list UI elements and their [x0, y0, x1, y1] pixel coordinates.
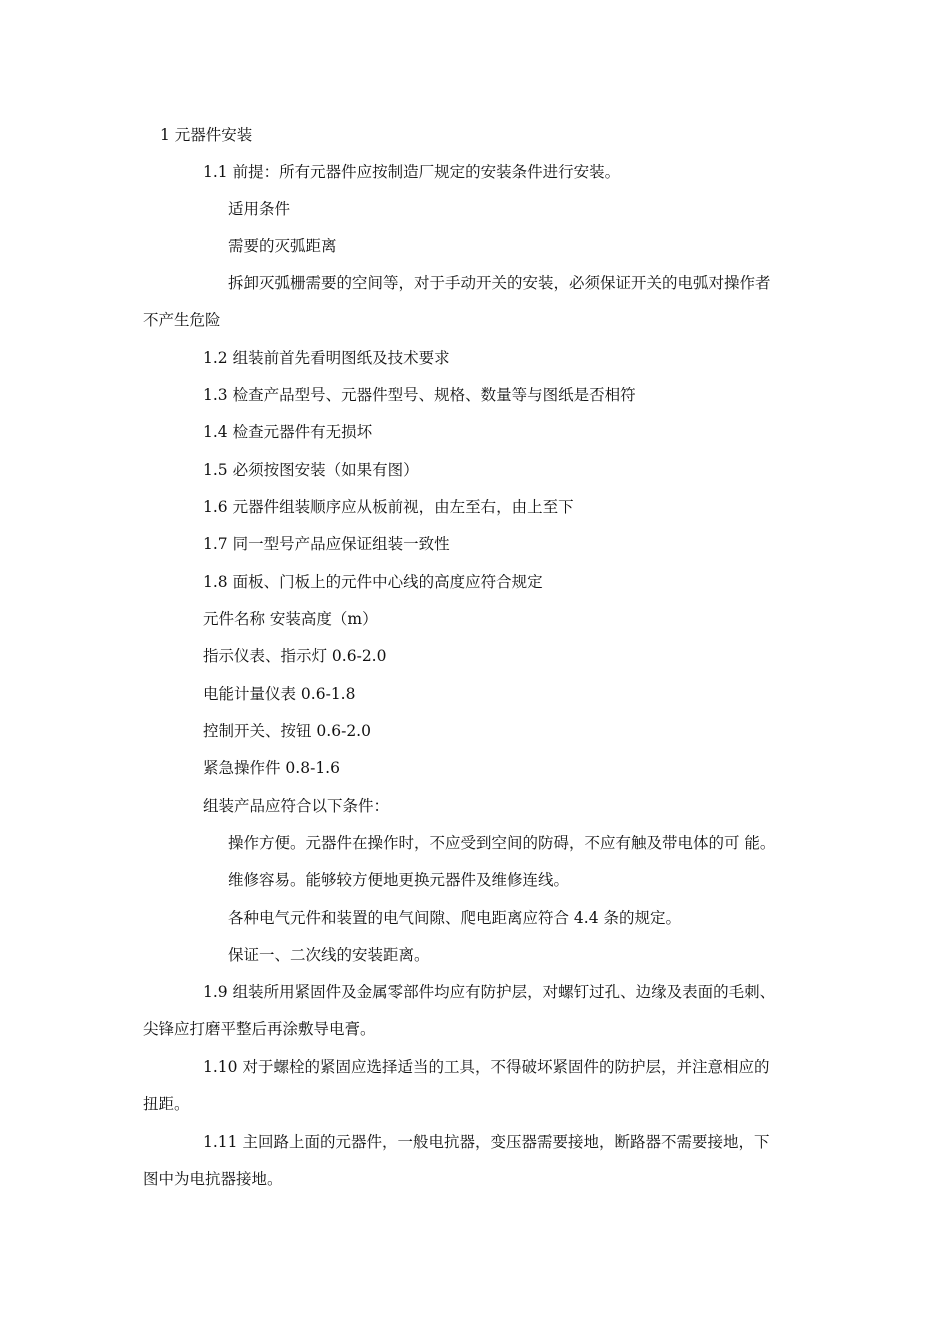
requirement-item: 操作方便。元器件在操作时，不应受到空间的防碍，不应有触及带电体的可 能。	[228, 834, 776, 852]
paragraph-1-11-line1: 1.11 主回路上面的元器件，一般电抗器，变压器需要接地，断路器不需要接地，下	[203, 1133, 770, 1151]
height-table-row: 紧急操作件 0.8-1.6	[203, 759, 340, 777]
height-table-row: 指示仪表、指示灯 0.6-2.0	[203, 647, 387, 665]
paragraph-1-9-line1: 1.9 组装所用紧固件及金属零部件均应有防护层，对螺钉过孔、边缘及表面的毛刺、	[203, 983, 776, 1001]
requirement-item: 保证一、二次线的安装距离。	[228, 946, 430, 964]
height-table-header: 元件名称 安装高度（m）	[203, 610, 378, 628]
condition-arc-distance: 需要的灭弧距离	[228, 237, 337, 255]
paragraph-1-10-line2: 扭距。	[143, 1095, 190, 1113]
section-heading: 1 元器件安装	[160, 126, 253, 144]
paragraph-1-7: 1.7 同一型号产品应保证组装一致性	[203, 535, 450, 553]
paragraph-1-2: 1.2 组装前首先看明图纸及技术要求	[203, 349, 450, 367]
paragraph-1-3: 1.3 检查产品型号、元器件型号、规格、数量等与图纸是否相符	[203, 386, 636, 404]
height-table-row: 电能计量仪表 0.6-1.8	[203, 685, 356, 703]
paragraph-1-9-line2: 尖锋应打磨平整后再涂敷导电膏。	[143, 1020, 376, 1038]
paragraph-1-8: 1.8 面板、门板上的元件中心线的高度应符合规定	[203, 573, 543, 591]
paragraph-1-11-line2: 图中为电抗器接地。	[143, 1170, 283, 1188]
condition-applicable: 适用条件	[228, 200, 291, 218]
paragraph-1-4: 1.4 检查元器件有无损坏	[203, 423, 373, 441]
paragraph-1-1: 1.1 前提：所有元器件应按制造厂规定的安装条件进行安装。	[203, 163, 621, 181]
paragraph-1-6: 1.6 元器件组装顺序应从板前视，由左至右，由上至下	[203, 498, 574, 516]
condition-arc-grid-line2: 不产生危险	[143, 311, 221, 329]
assembly-intro: 组装产品应符合以下条件：	[203, 797, 390, 815]
paragraph-1-10-line1: 1.10 对于螺栓的紧固应选择适当的工具，不得破坏紧固件的防护层，并注意相应的	[203, 1058, 770, 1076]
paragraph-1-5: 1.5 必须按图安装（如果有图）	[203, 461, 419, 479]
height-table-row: 控制开关、按钮 0.6-2.0	[203, 722, 371, 740]
requirement-item: 各种电气元件和装置的电气间隙、爬电距离应符合 4.4 条的规定。	[228, 909, 682, 927]
requirement-item: 维修容易。能够较方便地更换元器件及维修连线。	[228, 871, 570, 889]
condition-arc-grid-line1: 拆卸灭弧栅需要的空间等，对于手动开关的安装，必须保证开关的电弧对操作者	[228, 274, 771, 292]
